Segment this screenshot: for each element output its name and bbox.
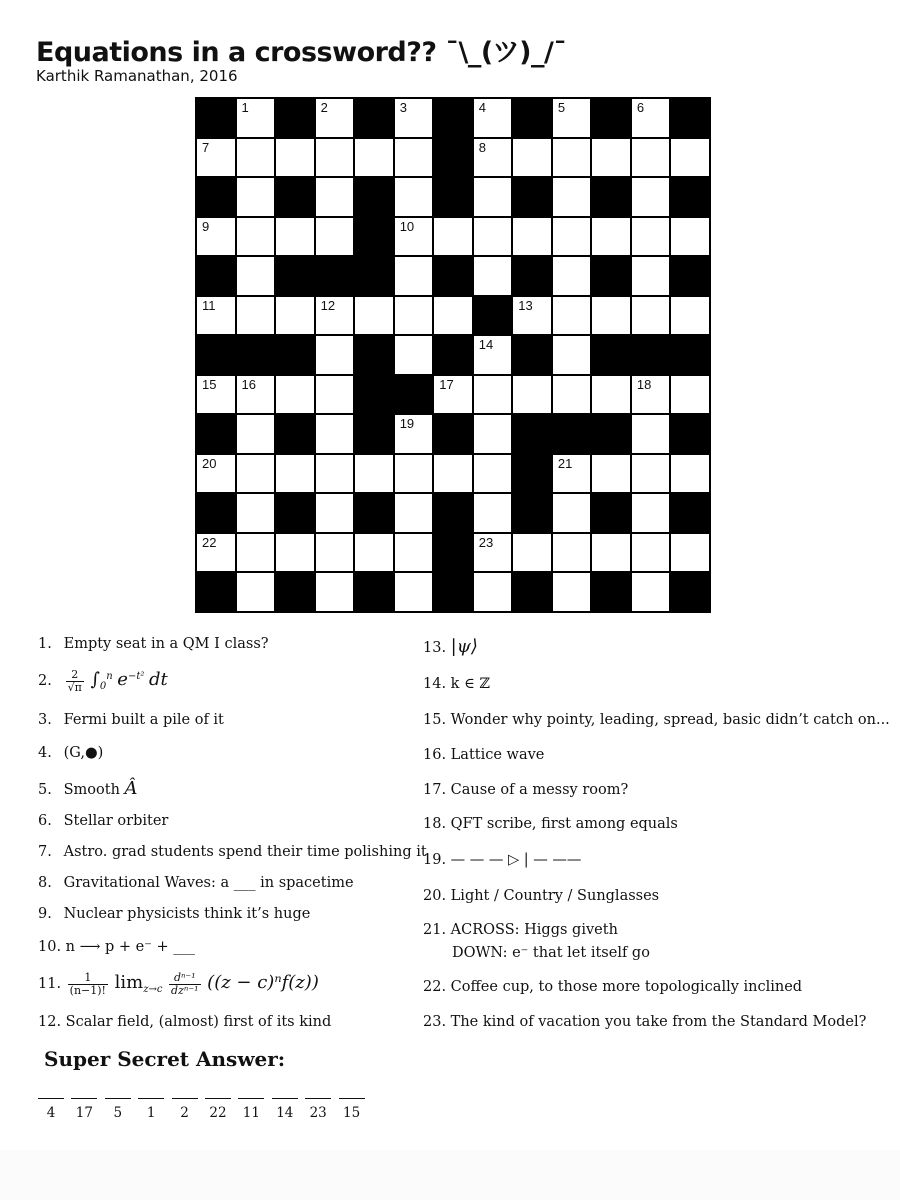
grid-cell[interactable] [474, 336, 512, 374]
grid-cell[interactable] [553, 139, 591, 177]
black-square [355, 376, 393, 414]
grid-cell[interactable] [553, 534, 591, 572]
black-square [592, 415, 630, 453]
black-square [513, 257, 551, 295]
clue-number: 8. [38, 875, 52, 891]
grid-cell[interactable] [671, 297, 709, 335]
clue-13 [423, 636, 478, 657]
clue-7 [38, 844, 427, 860]
black-square [434, 139, 472, 177]
grid-cell[interactable] [553, 178, 591, 216]
integral-lower: 0 [99, 680, 107, 692]
grid-cell[interactable] [474, 178, 512, 216]
answer-blank[interactable]: 22 [205, 1098, 231, 1121]
clue-15 [423, 712, 890, 728]
grid-cell[interactable] [355, 534, 393, 572]
grid-cell[interactable] [237, 455, 275, 493]
black-square [276, 494, 314, 532]
integrand: e [117, 669, 128, 691]
grid-cell[interactable] [395, 534, 433, 572]
clue-number: 17. [423, 782, 447, 798]
fraction-denominator: √π [67, 680, 82, 694]
clue-text: Stellar orbiter [63, 813, 169, 829]
clue-number: 14. [423, 676, 447, 692]
clue-number-label: 23 [478, 534, 494, 550]
black-square [513, 573, 551, 611]
clue-number-label: 22 [202, 534, 217, 550]
grid-cell[interactable] [276, 376, 314, 414]
grid-cell[interactable] [316, 415, 354, 453]
black-square [434, 415, 472, 453]
clue-number: 19. [423, 852, 447, 868]
grid-cell[interactable] [553, 218, 591, 256]
grid-cell[interactable] [197, 376, 235, 414]
answer-blank[interactable]: 15 [339, 1098, 365, 1121]
clue-text: (G,●) [63, 745, 104, 761]
black-square [671, 99, 709, 137]
black-square [434, 494, 472, 532]
clue-number-label: 18 [636, 376, 652, 392]
answer-blank[interactable]: 11 [238, 1098, 264, 1121]
clue-19 [423, 852, 581, 868]
black-square [513, 178, 551, 216]
black-square [316, 257, 354, 295]
grid-cell[interactable] [197, 139, 235, 177]
black-square [513, 99, 551, 137]
grid-cell[interactable] [434, 376, 472, 414]
black-square [434, 534, 472, 572]
clue-1 [38, 636, 269, 652]
black-square [513, 494, 551, 532]
grid-cell[interactable] [592, 218, 630, 256]
grid-cell[interactable] [434, 218, 472, 256]
clue-number-label: 11 [202, 297, 216, 313]
grid-cell[interactable] [671, 376, 709, 414]
author-line: Karthik Ramanathan, 2016 [36, 67, 238, 85]
grid-cell[interactable] [316, 494, 354, 532]
grid-cell[interactable] [553, 376, 591, 414]
answer-blank[interactable]: 4 [38, 1098, 64, 1121]
clue-18 [423, 816, 678, 832]
clue-text: Cause of a messy room? [450, 782, 629, 798]
grid-cell[interactable] [276, 455, 314, 493]
grid-cell[interactable] [197, 455, 235, 493]
black-square [434, 336, 472, 374]
grid-cell[interactable] [553, 573, 591, 611]
clue-text: QFT scribe, first among equals [450, 816, 678, 832]
clue-number-label: 12 [320, 297, 336, 313]
grid-cell[interactable] [592, 455, 630, 493]
clue-3 [38, 712, 224, 728]
grid-cell[interactable] [671, 139, 709, 177]
grid-cell[interactable] [197, 534, 235, 572]
clue-12 [38, 1014, 331, 1030]
derivative-denominator: dzⁿ⁻¹ [171, 983, 199, 997]
black-square [197, 494, 235, 532]
grid-cell[interactable] [671, 455, 709, 493]
answer-blank[interactable]: 17 [71, 1098, 97, 1121]
grid-cell[interactable] [632, 494, 670, 532]
grid-cell[interactable] [237, 494, 275, 532]
black-square [276, 573, 314, 611]
clue-21-down [452, 945, 650, 961]
grid-cell[interactable] [592, 534, 630, 572]
grid-cell[interactable] [316, 376, 354, 414]
grid-cell[interactable] [237, 139, 275, 177]
integrand-exponent: −t² [127, 671, 145, 683]
clue-number-label: 21 [557, 455, 573, 471]
clue-number-label: 20 [202, 455, 217, 471]
clue-number: 11. [38, 976, 62, 993]
grid-cell[interactable] [355, 455, 393, 493]
grid-cell[interactable] [395, 455, 433, 493]
black-square [513, 455, 551, 493]
black-square [276, 415, 314, 453]
clue-number: 9. [38, 906, 52, 922]
clue-text: Empty seat in a QM I class? [63, 636, 269, 652]
clue-21 [423, 922, 618, 938]
grid-cell[interactable] [513, 218, 551, 256]
clue-6 [38, 813, 168, 829]
grid-cell[interactable] [632, 415, 670, 453]
grid-cell[interactable] [592, 376, 630, 414]
clue-number-label: 10 [399, 218, 415, 234]
clue-11 [38, 972, 319, 996]
clue-text: Wonder why pointy, leading, spread, basic didn’t catch on... [450, 712, 890, 728]
grid-cell[interactable] [474, 99, 512, 137]
clue-number-label: 9 [202, 218, 210, 234]
black-square [355, 573, 393, 611]
grid-cell[interactable] [474, 257, 512, 295]
grid-cell[interactable] [434, 297, 472, 335]
grid-cell[interactable] [513, 139, 551, 177]
grid-cell[interactable] [197, 218, 235, 256]
derivative-fraction [169, 972, 201, 996]
clue-number-label: 1 [241, 100, 249, 115]
grid-cell[interactable] [395, 415, 433, 453]
clue-10 [38, 939, 195, 955]
black-square [592, 494, 630, 532]
black-square [276, 336, 314, 374]
black-square [434, 257, 472, 295]
black-square [592, 99, 630, 137]
clue-number: 1. [38, 636, 52, 652]
integral-upper: n [106, 671, 113, 683]
grid-cell[interactable] [316, 534, 354, 572]
black-square [434, 99, 472, 137]
black-square [671, 573, 709, 611]
clue-number: 23. [423, 1014, 447, 1030]
clue-text: Nuclear physicists think it’s huge [63, 906, 311, 922]
grid-cell[interactable] [395, 218, 433, 256]
black-square [671, 336, 709, 374]
grid-cell[interactable] [553, 99, 591, 137]
differential: dt [148, 669, 168, 691]
clue-number-label: 14 [478, 337, 494, 353]
grid-cell[interactable] [474, 376, 512, 414]
black-square [197, 336, 235, 374]
grid-cell[interactable] [237, 297, 275, 335]
grid-cell[interactable] [553, 297, 591, 335]
clue-text: Fermi built a pile of it [63, 712, 224, 728]
grid-cell[interactable] [237, 415, 275, 453]
clue-text: Smooth [63, 782, 120, 798]
clue-number: 20. [423, 888, 447, 904]
black-square [355, 336, 393, 374]
grid-cell[interactable] [316, 139, 354, 177]
grid-cell[interactable] [395, 494, 433, 532]
clue-number: 2. [38, 673, 52, 690]
black-square [197, 257, 235, 295]
grid-cell[interactable] [592, 139, 630, 177]
clue-number: 21. [423, 922, 447, 938]
crossword-grid [195, 97, 711, 613]
grid-cell[interactable] [632, 573, 670, 611]
answer-blank[interactable]: 23 [305, 1098, 331, 1121]
grid-cell[interactable] [434, 455, 472, 493]
clue-text: — — — ▷ | — —— [450, 852, 582, 868]
derivative-argument: ((z − c)ⁿf(z)) [207, 972, 319, 994]
black-square [671, 415, 709, 453]
answer-blank[interactable]: 14 [272, 1098, 298, 1121]
black-square [197, 573, 235, 611]
grid-cell[interactable] [632, 376, 670, 414]
black-square [197, 415, 235, 453]
clue-number-label: 15 [202, 376, 217, 392]
grid-cell[interactable] [474, 534, 512, 572]
black-square [395, 376, 433, 414]
grid-cell[interactable] [395, 139, 433, 177]
clue-number-label: 2 [320, 100, 328, 115]
grid-cell[interactable] [474, 573, 512, 611]
grid-cell[interactable] [237, 178, 275, 216]
clue-number: 10. [38, 939, 62, 955]
clue-text: Lattice wave [450, 747, 545, 763]
integral-sign: ∫ [90, 669, 100, 691]
grid-cell[interactable] [316, 178, 354, 216]
clue-number-label: 16 [241, 376, 256, 392]
clue-number: 16. [423, 747, 447, 763]
grid-cell[interactable] [632, 218, 670, 256]
clue-number: 15. [423, 712, 447, 728]
clue-8 [38, 875, 354, 891]
grid-cell[interactable] [474, 415, 512, 453]
clue-number: 6. [38, 813, 52, 829]
clue-text: n ⟶ p + e⁻ + ___ [65, 939, 196, 955]
black-square [632, 336, 670, 374]
clue-16 [423, 747, 544, 763]
page-bottom-margin [0, 1150, 900, 1200]
clue-20 [423, 888, 659, 904]
black-square [276, 178, 314, 216]
grid-cell[interactable] [197, 297, 235, 335]
grid-cell[interactable] [632, 139, 670, 177]
black-square [592, 336, 630, 374]
answer-blank[interactable]: 5 [105, 1098, 131, 1121]
grid-cell[interactable] [355, 139, 393, 177]
limit-subscript: z→c [143, 983, 163, 995]
grid-cell[interactable] [316, 99, 354, 137]
clue-text: Coffee cup, to those more topologically inclined [450, 979, 803, 995]
clue-number: 5. [38, 782, 52, 798]
grid-cell[interactable] [237, 376, 275, 414]
grid-cell[interactable] [395, 99, 433, 137]
grid-cell[interactable] [474, 455, 512, 493]
grid-cell[interactable] [513, 534, 551, 572]
clue-number-label: 5 [557, 100, 566, 115]
black-square [355, 257, 393, 295]
clue-number-label: 13 [518, 297, 533, 313]
fraction-denominator: (n−1)! [69, 983, 106, 997]
clue-9 [38, 906, 310, 922]
derivative-numerator: dⁿ⁻¹ [169, 972, 201, 985]
clue-number: 7. [38, 844, 52, 860]
grid-cell[interactable] [513, 297, 551, 335]
grid-cell[interactable] [632, 99, 670, 137]
grid-cell[interactable] [316, 336, 354, 374]
clue-text: The kind of vacation you take from the Standard Model? [450, 1014, 867, 1030]
grid-cell[interactable] [553, 257, 591, 295]
black-square [355, 494, 393, 532]
grid-cell[interactable] [632, 178, 670, 216]
grid-cell[interactable] [237, 257, 275, 295]
black-square [592, 178, 630, 216]
grid-cell[interactable] [316, 297, 354, 335]
puzzle-title: Equations in a crossword?? ¯\_(ツ)_/¯ [36, 37, 567, 68]
clue-14 [423, 676, 490, 692]
grid-cell[interactable] [592, 297, 630, 335]
grid-cell[interactable] [355, 297, 393, 335]
fraction [66, 669, 84, 693]
grid-cell[interactable] [316, 218, 354, 256]
grid-cell[interactable] [395, 336, 433, 374]
grid-cell[interactable] [632, 455, 670, 493]
clue-number-label: 7 [202, 139, 210, 155]
grid-cell[interactable] [553, 494, 591, 532]
black-square [355, 178, 393, 216]
clue-number: 13. [423, 640, 447, 656]
clue-number: 3. [38, 712, 52, 728]
grid-cell[interactable] [237, 573, 275, 611]
clue-23 [423, 1014, 866, 1030]
grid-cell[interactable] [395, 257, 433, 295]
clue-17 [423, 782, 628, 798]
black-square [276, 257, 314, 295]
clue-text: |ψ⟩ [450, 636, 478, 657]
clue-4 [38, 745, 103, 761]
black-square [513, 415, 551, 453]
grid-cell[interactable] [632, 297, 670, 335]
black-square [592, 257, 630, 295]
fraction [68, 972, 108, 996]
grid-cell[interactable] [276, 534, 314, 572]
black-square [671, 178, 709, 216]
clue-22 [423, 979, 802, 995]
clue-number: 22. [423, 979, 447, 995]
grid-cell[interactable] [395, 573, 433, 611]
black-square [671, 494, 709, 532]
clue-number-label: 3 [399, 100, 407, 115]
clue-number: 4. [38, 745, 52, 761]
grid-cell[interactable] [632, 534, 670, 572]
operator-symbol: Â [124, 778, 138, 799]
clue-text-down: DOWN: e⁻ that let itself go [452, 945, 650, 961]
grid-cell[interactable] [276, 297, 314, 335]
clue-text: Light / Country / Sunglasses [450, 888, 660, 904]
clue-number: 12. [38, 1014, 62, 1030]
clue-number-label: 8 [478, 139, 486, 155]
clue-number-label: 4 [478, 100, 486, 115]
grid-cell[interactable] [316, 573, 354, 611]
grid-cell[interactable] [671, 218, 709, 256]
clue-text: Astro. grad students spend their time polishing it [63, 844, 427, 860]
black-square [513, 336, 551, 374]
grid-cell[interactable] [474, 494, 512, 532]
black-square [237, 336, 275, 374]
fraction-numerator: 1 [68, 972, 108, 985]
grid-cell[interactable] [474, 218, 512, 256]
answer-blank[interactable]: 2 [172, 1098, 198, 1121]
black-square [276, 99, 314, 137]
grid-cell[interactable] [237, 534, 275, 572]
answer-blank[interactable]: 1 [138, 1098, 164, 1121]
black-square [474, 297, 512, 335]
secret-answer-title: Super Secret Answer: [44, 1047, 286, 1071]
black-square [434, 178, 472, 216]
grid-cell[interactable] [316, 455, 354, 493]
black-square [355, 99, 393, 137]
black-square [434, 573, 472, 611]
grid-cell[interactable] [474, 139, 512, 177]
clue-text-across: ACROSS: Higgs giveth [450, 922, 618, 938]
clue-number-label: 19 [399, 416, 415, 432]
clue-text: Gravitational Waves: a ___ in spacetime [63, 875, 354, 891]
grid-cell[interactable] [513, 376, 551, 414]
black-square [592, 573, 630, 611]
grid-cell[interactable] [395, 297, 433, 335]
black-square [355, 218, 393, 256]
grid-cell[interactable] [553, 336, 591, 374]
clue-number: 18. [423, 816, 447, 832]
black-square [355, 415, 393, 453]
grid-cell[interactable] [671, 534, 709, 572]
black-square [197, 178, 235, 216]
clue-number-label: 6 [636, 100, 645, 115]
grid-cell[interactable] [276, 139, 314, 177]
grid-cell[interactable] [395, 178, 433, 216]
clue-5 [38, 778, 138, 799]
fraction-numerator: 2 [66, 669, 84, 682]
limit-operator: lim [114, 972, 144, 994]
grid-cell[interactable] [237, 218, 275, 256]
clue-number-label: 17 [439, 376, 454, 392]
black-square [553, 415, 591, 453]
grid-cell[interactable] [553, 455, 591, 493]
grid-cell[interactable] [237, 99, 275, 137]
black-square [671, 257, 709, 295]
grid-cell[interactable] [276, 218, 314, 256]
clue-2 [38, 669, 168, 693]
black-square [197, 99, 235, 137]
grid-cell[interactable] [632, 257, 670, 295]
clue-text: Scalar field, (almost) first of its kind [65, 1014, 332, 1030]
clue-text: k ∈ ℤ [450, 676, 490, 692]
